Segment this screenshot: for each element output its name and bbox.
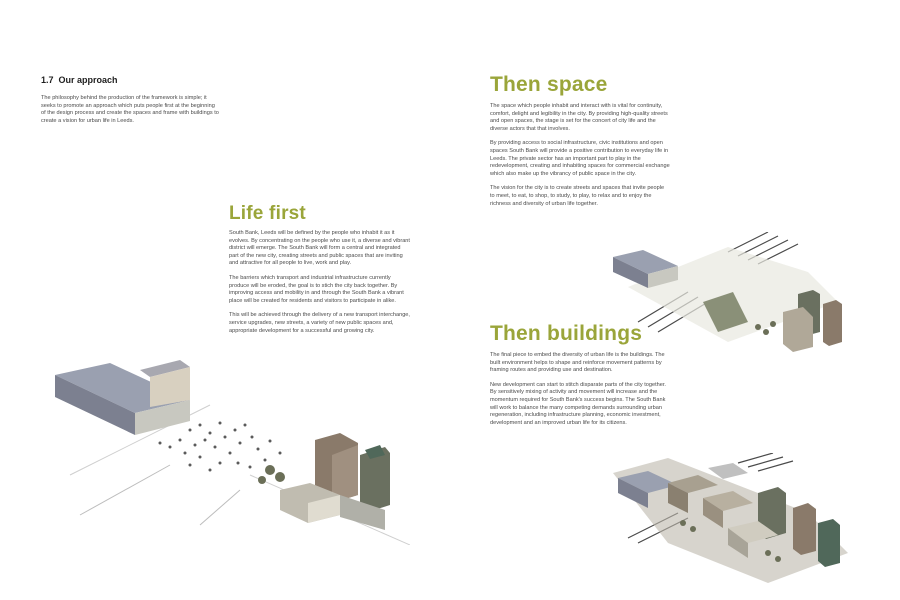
life-first-illustration: [40, 345, 410, 545]
section-title: Our approach: [58, 75, 118, 85]
life-first-paragraph: The barriers which transport and industrial infrastructure currently produce will be eroded, the goal is to stich the city back together. By improving access and mobility in and through the South Bank a vibrant place will be created for residents and visitors to participate in alike.: [229, 274, 404, 304]
section-header: [41, 75, 118, 85]
then-buildings-paragraph: New development can start to stitch disparate parts of the city together. By sensitively mixing of activity and movement will increase and the momentum required for South Bank's success begins. The South Bank will work to balance the many competing demands surrounding urban regeneration, including infrastructure planning, economic investment, development and an improved urban life for its citizens.: [490, 381, 666, 426]
then-buildings-illustration: [608, 453, 860, 588]
life-first-heading: Life first: [229, 203, 306, 224]
section-intro: The philosophy behind the production of the framework is simple; it seeks to promote an approach which puts people first at the beginning of the design process and create the spaces and frame with buildings to create a vision for urban life in Leeds.: [41, 95, 219, 124]
then-space-paragraph: The space which people inhabit and interact with is vital for continuity, comfort, delight and legibility in the city. By providing high-quality streets and open spaces, the stage is set for the concert of city life and the diverse actors that that involves.: [490, 103, 668, 132]
then-space-heading: Then space: [490, 73, 608, 96]
then-space-paragraph: By providing access to social infrastructure, civic institutions and open spaces South Bank will provide a positive contribution to everyday life in Leeds. The private sector has an important part to play in the redevelopment, creating and inhabiting spaces for commercial exchange which also make up the vibrancy of public space in the city.: [490, 140, 670, 177]
section-number: 1.7: [41, 75, 54, 85]
then-buildings-body: [490, 352, 670, 434]
then-buildings-paragraph: The final piece to embed the diversity of urban life is the buildings. The built environment helps to shape and reinforce movement patterns by framing routes and providing use and destination.: [490, 352, 665, 374]
life-first-paragraph: South Bank, Leeds will be defined by the people who inhabit it as it evolves. By concentrating on the people who use it, a diverse and vibrant district will emerge. The South Bank will form a central and integrated part of the new city, creating streets and public spaces that are inviting and attractive for all people to live, work and play.: [229, 230, 410, 267]
life-first-paragraph: This will be achieved through the delivery of a new transport interchange, service upgrades, new streets, a variety of new public spaces and, appropriate development for a successful and growing city.: [229, 312, 410, 334]
then-buildings-heading: Then buildings: [490, 322, 643, 345]
then-space-body: [490, 103, 670, 215]
then-space-paragraph: The vision for the city is to create streets and spaces that invite people to meet, to eat, to shop, to study, to play, to relax and to enjoy the richness and diversity of urban life together.: [490, 185, 665, 207]
life-first-body: [229, 230, 411, 342]
then-space-illustration: [608, 232, 858, 362]
